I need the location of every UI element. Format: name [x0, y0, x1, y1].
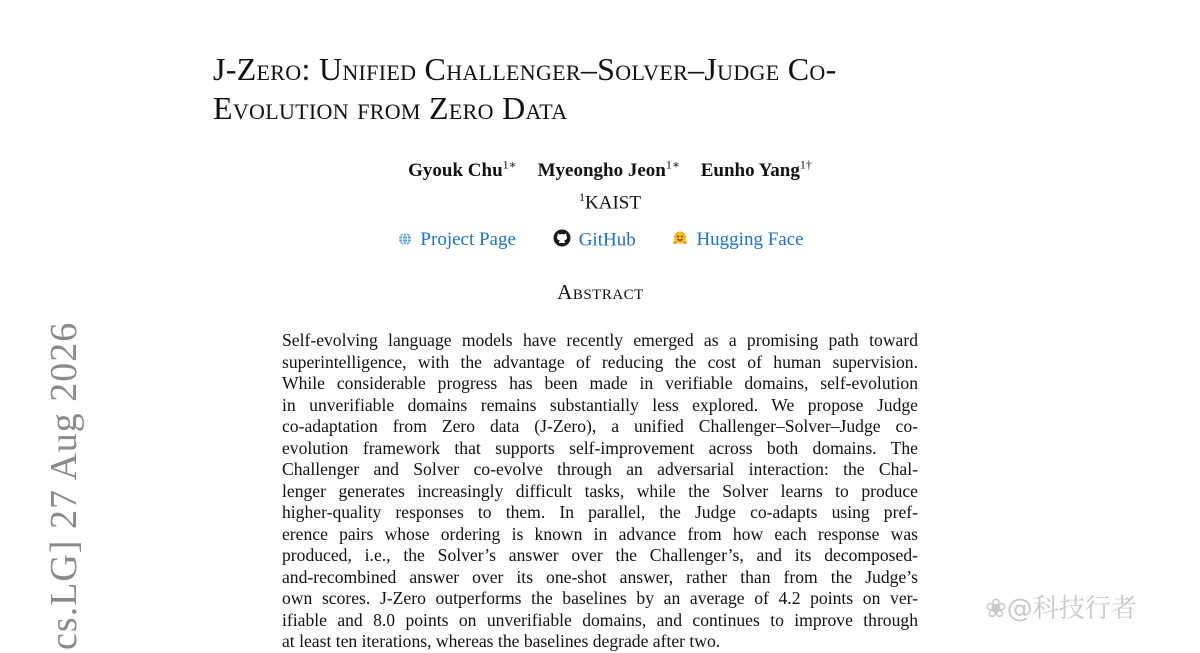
- hugging-face-icon: [672, 230, 688, 252]
- github-link[interactable]: [553, 229, 636, 253]
- abstract-body: [282, 330, 918, 653]
- abstract-line: While considerable progress has been made in verifiable domains, self-evolution: [282, 373, 918, 393]
- author-name: Gyouk Chu: [408, 160, 503, 182]
- abstract-line: lenger generates increasingly difficult tasks, while the Solver learns to produce: [282, 480, 918, 501]
- author: [408, 160, 517, 181]
- project-page-label: Project Page: [420, 229, 516, 251]
- author-affil-mark: 1∗: [502, 158, 517, 172]
- github-label: GitHub: [578, 229, 636, 251]
- abstract-line: co-adaptation from Zero data (J-Zero), a unified Challenger–Solver–Judge co-: [282, 416, 918, 436]
- abstract-line: and-recombined answer over its one-shot answer, rather than from the Judge’s: [282, 566, 918, 587]
- abstract-line: superintelligence, with the advantage of reducing the cost of human supervision.: [282, 351, 918, 372]
- resource-links: [0, 229, 1200, 253]
- abstract-line: evolution framework that supports self-improvement across both domains. The: [282, 437, 918, 458]
- abstract-line: own scores. J-Zero outperforms the baselines by an average of 4.2 points on ver-: [282, 588, 918, 608]
- affiliation: [0, 190, 1200, 214]
- hugging-face-label: Hugging Face: [696, 229, 804, 251]
- abstract-line: higher-quality responses to them. In parallel, the Judge co-adapts using pref-: [282, 502, 918, 522]
- project-page-link[interactable]: [398, 229, 516, 252]
- affiliation-mark: 1: [579, 190, 586, 204]
- arxiv-side-stamp: cs.LG] 27 Aug 2026: [43, 321, 85, 650]
- github-icon: [553, 229, 571, 253]
- abstract-line: in unverifiable domains remains substantially less explored. We propose Judge: [282, 394, 918, 415]
- globe-icon: [398, 230, 412, 252]
- abstract-line: ifiable and 8.0 points on unverifiable domains, and continues to improve through: [282, 609, 918, 630]
- paper-title: [213, 50, 1033, 128]
- abstract-line: erence pairs whose ordering is known in advance from how each response was: [282, 523, 918, 544]
- author-affil-mark: 1∗: [665, 158, 680, 172]
- author-list: [0, 158, 1200, 182]
- abstract-heading: Abstract: [557, 280, 644, 304]
- author-name: Myeongho Jeon: [537, 160, 666, 182]
- hugging-face-link[interactable]: [672, 229, 803, 252]
- abstract-line: Challenger and Solver co-evolve through an adversarial interaction: the Chal-: [282, 459, 918, 479]
- abstract-line: produced, i.e., the Solver’s answer over the Challenger’s, and its decomposed-: [282, 545, 918, 565]
- abstract-line: at least ten iterations, whereas the baselines degrade after two.: [282, 631, 721, 651]
- author: [538, 160, 680, 181]
- watermark: ❀@科技行者: [985, 594, 1137, 624]
- affiliation-name: KAIST: [585, 192, 641, 214]
- author-affil-mark: 1†: [799, 158, 812, 172]
- author: [701, 160, 812, 181]
- abstract-line: Self-evolving language models have recently emerged as a promising path toward: [282, 330, 918, 350]
- title-line-2: Evolution from Zero Data: [213, 90, 568, 126]
- title-line-1: J-Zero: Unified Challenger–Solver–Judge Co-: [213, 51, 837, 87]
- author-name: Eunho Yang: [700, 160, 800, 182]
